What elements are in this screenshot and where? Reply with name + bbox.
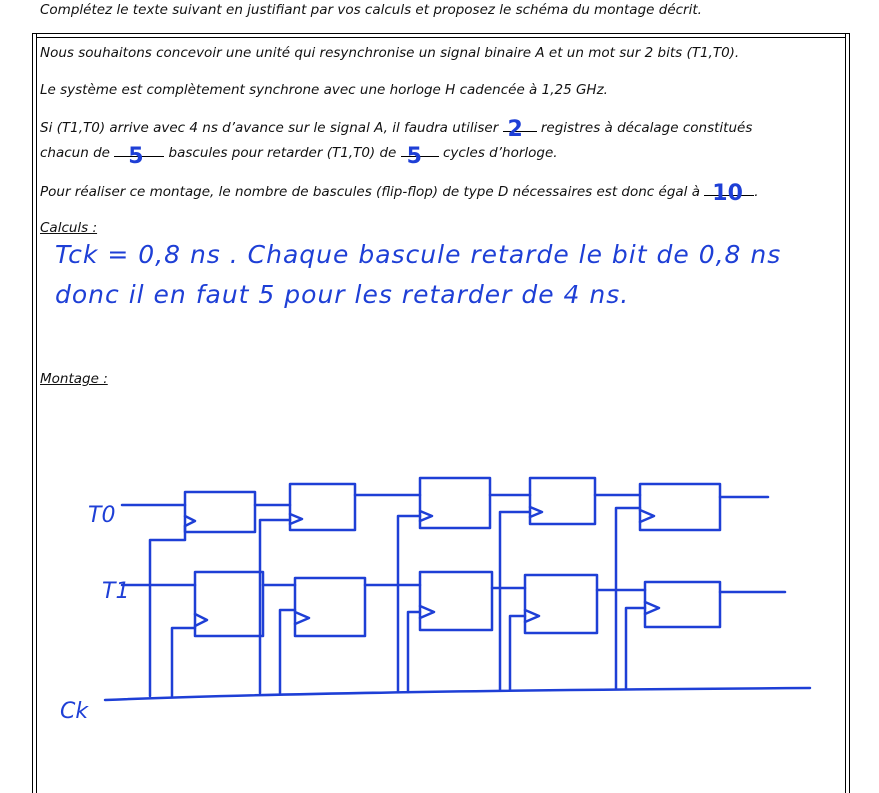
montage-heading: Montage : (40, 371, 108, 387)
flipflop-t1-2 (295, 578, 365, 636)
clock-line (105, 688, 810, 700)
shift-register-t1 (122, 572, 785, 636)
paragraph-2: Le système est complètement synchrone avec une horloge H cadencée à 1,25 GHz. (40, 82, 608, 98)
flipflop-t1-4 (525, 575, 597, 633)
answer-flipflops: 5 (128, 144, 144, 169)
flipflop-t0-1 (185, 492, 255, 532)
shift-register-t0 (122, 478, 768, 532)
flipflop-t0-4 (530, 478, 595, 524)
flipflop-t1-3 (420, 572, 492, 630)
paragraph-1: Nous souhaitons concevoir une unité qui resynchronise un signal binaire A et un mot sur 2 bits (T1,T0). (40, 45, 740, 61)
calculs-line-1: Tck = 0,8 ns . Chaque bascule retarde le bit de 0,8 ns (55, 240, 782, 269)
label-t1: T1 (102, 579, 130, 604)
flipflop-t0-3 (420, 478, 490, 528)
answer-cycles: 5 (406, 144, 422, 169)
answer-registers: 2 (507, 117, 523, 142)
flipflop-t1-1 (195, 572, 263, 636)
flipflop-t0-2 (290, 484, 355, 530)
paragraph-4-start: chacun de (40, 145, 115, 161)
label-ck: Ck (60, 699, 89, 724)
paragraph-4-end: cycles d’horloge. (438, 145, 558, 161)
flipflop-t0-5 (640, 484, 720, 530)
calculs-line-2: donc il en faut 5 pour les retarder de 4 ns. (55, 280, 630, 309)
label-t0: T0 (88, 503, 116, 528)
paragraph-3-start: Si (T1,T0) arrive avec 4 ns d’avance sur le signal A, il faudra utiliser (40, 120, 503, 136)
paragraph-5-end: . (754, 184, 759, 200)
flipflop-t1-5 (645, 582, 720, 627)
instruction-text: Complétez le texte suivant en justifiant par vos calculs et proposez le schéma du montage décrit. (40, 2, 702, 18)
clock-branches (150, 508, 645, 696)
paragraph-5-start: Pour réaliser ce montage, le nombre de bascules (flip-flop) de type D nécessaires est donc égal à (40, 184, 705, 200)
calculs-heading: Calculs : (40, 220, 98, 236)
answer-total: 10 (712, 181, 743, 206)
paragraph-4-mid: bascules pour retarder (T1,T0) de (164, 145, 401, 161)
paragraph-3-end: registres à décalage constitués (536, 120, 753, 136)
